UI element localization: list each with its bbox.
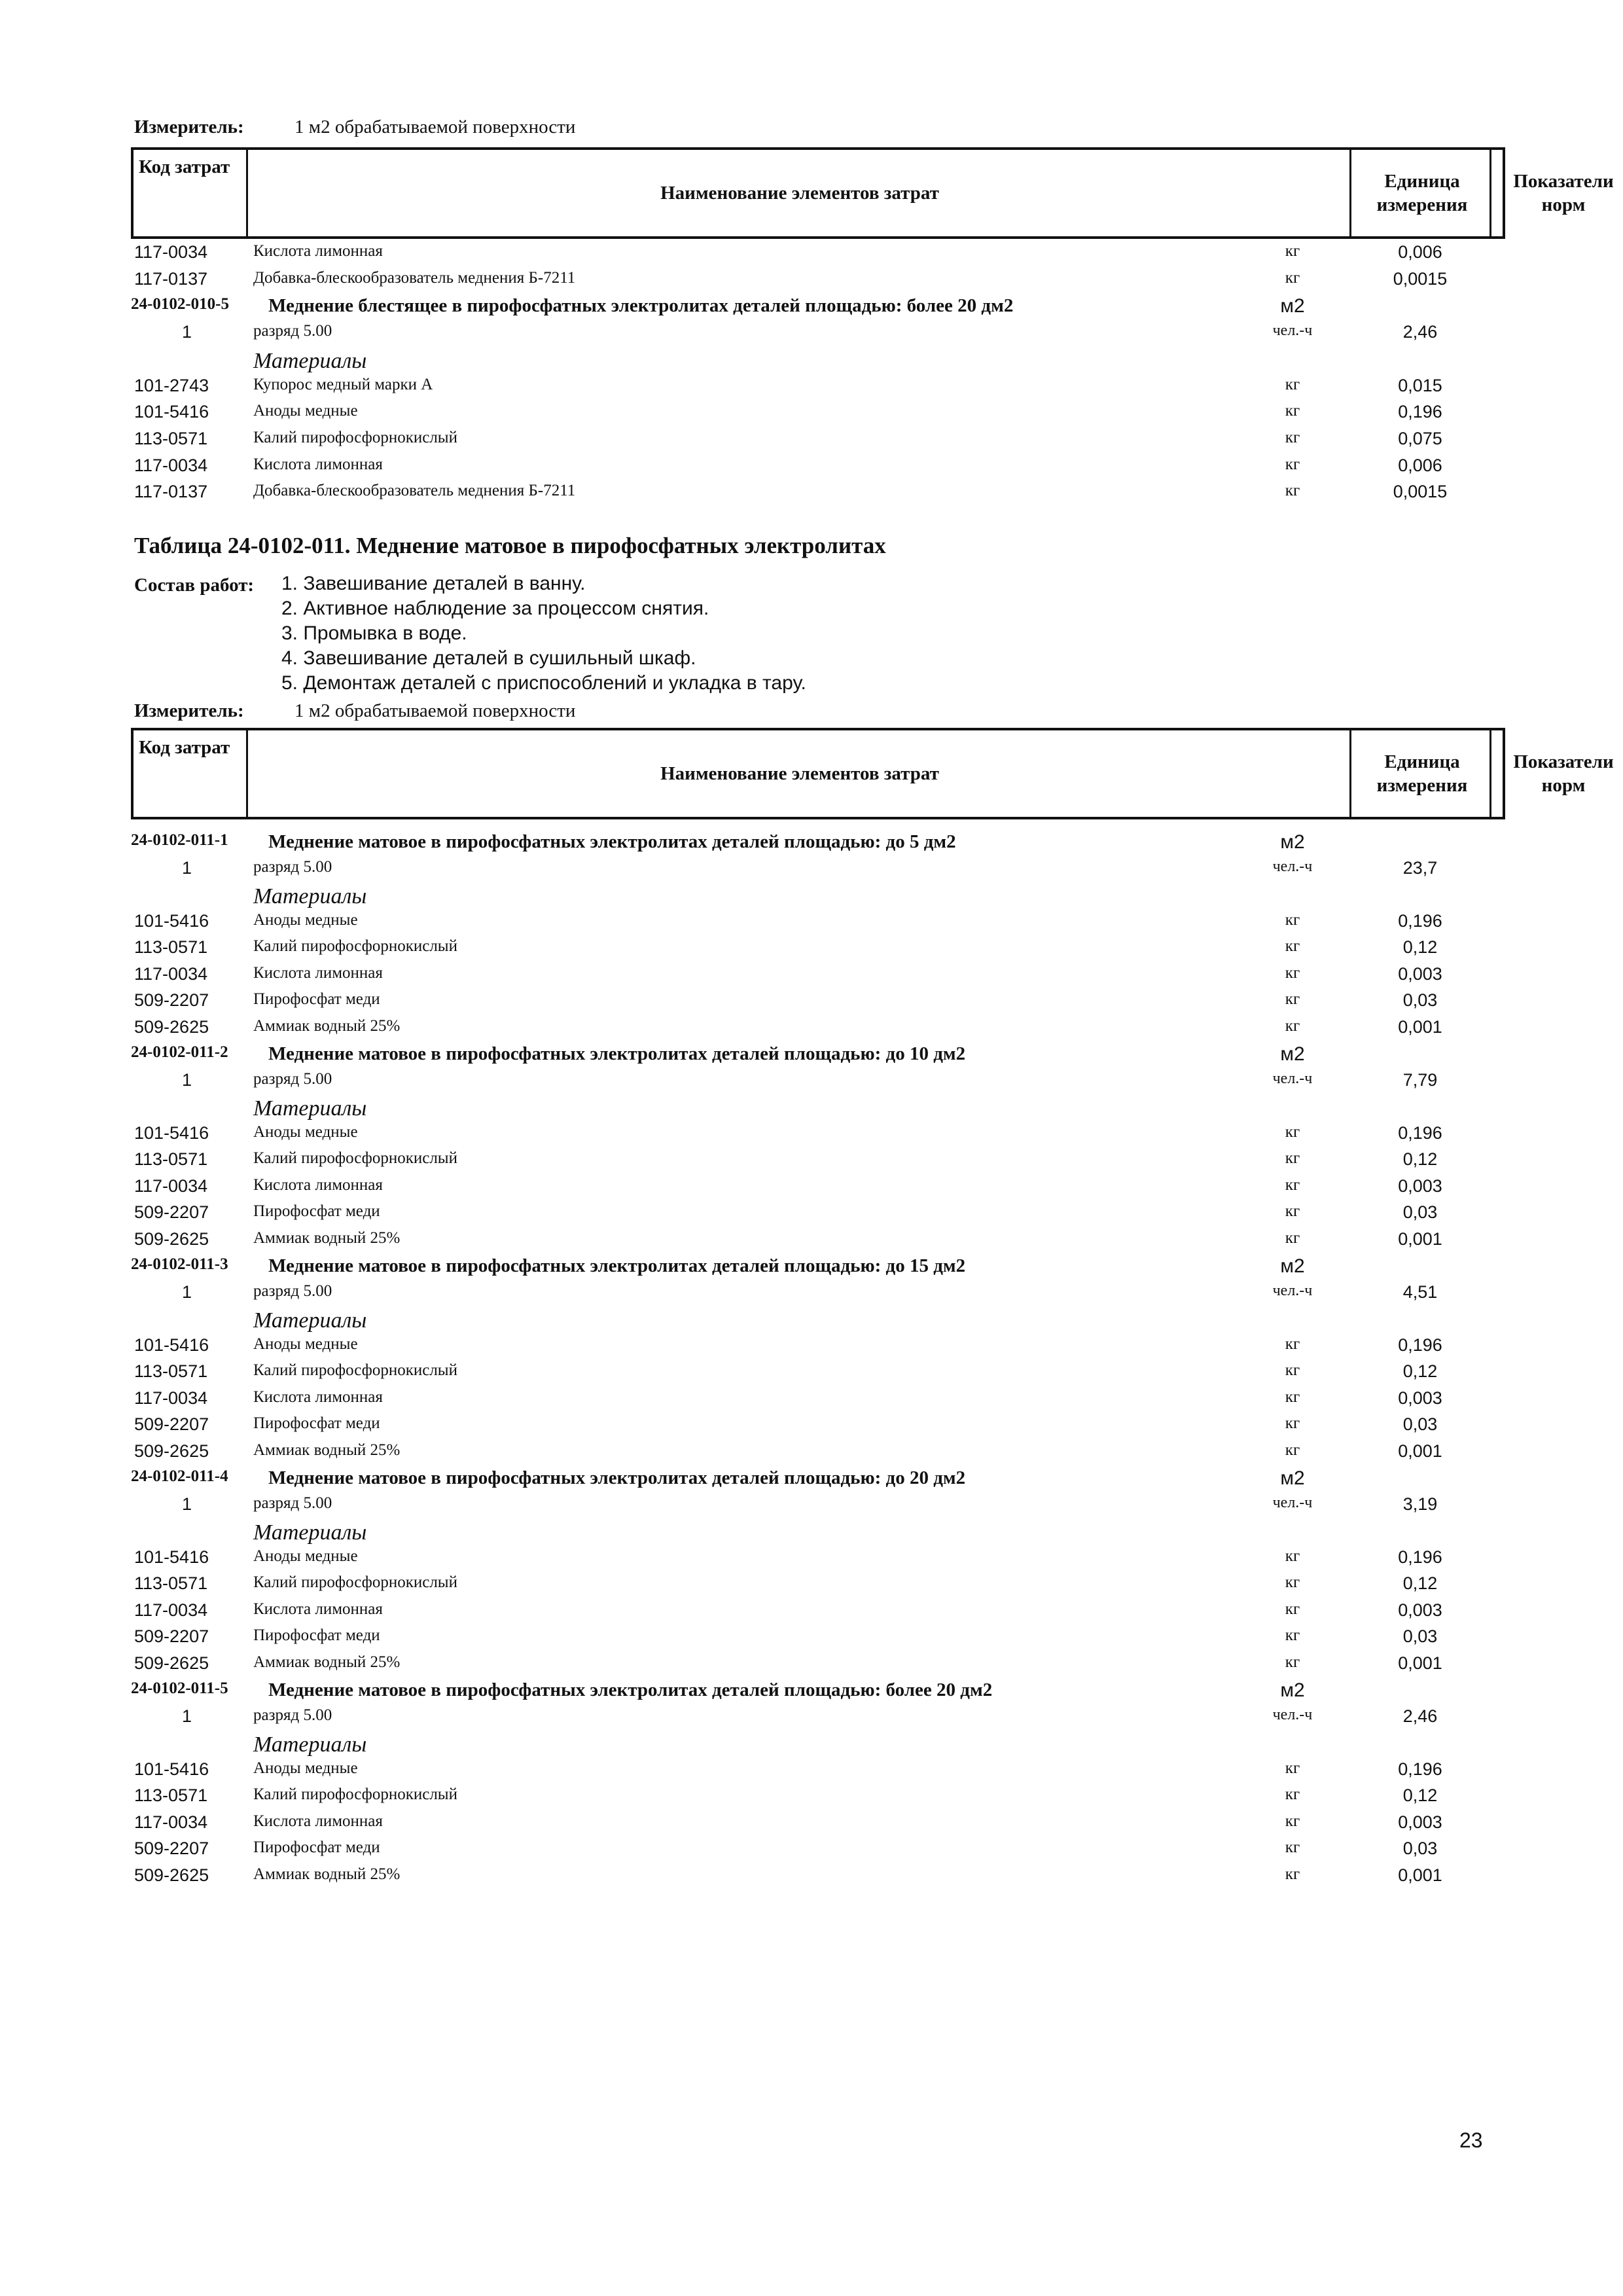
row-name: Добавка-блескообразователь меднения Б-7211 (253, 482, 576, 500)
row-value: 4,51 (1402, 1282, 1438, 1302)
row-unit: кг (1285, 1122, 1300, 1141)
row-unit: кг (1285, 428, 1300, 446)
materials-heading-row (0, 1732, 1623, 1759)
row-unit: кг (1285, 455, 1300, 473)
table-row (0, 402, 1623, 428)
table-row (0, 1573, 1623, 1600)
row-name: Материалы (253, 1096, 367, 1121)
measure-value: 1 м2 обрабатываемой поверхности (294, 700, 576, 721)
row-code: 113-0571 (134, 937, 208, 957)
row-name: Аммиак водный 25% (253, 1865, 401, 1883)
row-name: разряд 5.00 (253, 1069, 332, 1088)
table-row (0, 1759, 1623, 1785)
row-code: 509-2207 (134, 1839, 209, 1858)
col-header-unit: Единица измерения (1376, 171, 1468, 215)
row-unit: чел.-ч (1272, 1282, 1313, 1299)
row-unit: чел.-ч (1272, 1494, 1313, 1511)
row-unit: кг (1285, 1149, 1300, 1167)
row-name: Кислота лимонная (253, 1600, 383, 1618)
row-code: 101-5416 (134, 1547, 209, 1567)
col-header-code: Код затрат (139, 156, 230, 177)
row-value: 0,001 (1398, 1229, 1442, 1249)
table-row (0, 1070, 1623, 1096)
row-name: Меднение блестящее в пирофосфатных электролитах деталей площадью: более 20 дм2 (268, 295, 1014, 317)
table-row (0, 1017, 1623, 1043)
section-row (0, 1043, 1623, 1069)
row-name: Материалы (253, 1308, 367, 1333)
row-code: 101-5416 (134, 1335, 209, 1355)
row-name: Аммиак водный 25% (253, 1441, 401, 1459)
list-item: 2. Активное наблюдение за процессом снятия. (281, 598, 709, 619)
materials-heading-row (0, 349, 1623, 375)
row-code: 509-2625 (134, 1441, 209, 1461)
page-number: 23 (1459, 2128, 1483, 2152)
row-name: разряд 5.00 (253, 1706, 332, 1724)
table-row (0, 1149, 1623, 1175)
row-name: Кислота лимонная (253, 1175, 383, 1194)
row-unit: кг (1285, 1335, 1300, 1353)
row-unit: кг (1285, 937, 1300, 955)
table-row (0, 1441, 1623, 1467)
row-unit: кг (1285, 1414, 1300, 1432)
row-name: Аммиак водный 25% (253, 1653, 401, 1671)
row-name: Кислота лимонная (253, 1388, 383, 1406)
row-unit: кг (1285, 375, 1300, 393)
row-code: 117-0034 (134, 1812, 208, 1832)
row-code: 1 (182, 1282, 192, 1302)
row-code: 1 (182, 1706, 192, 1726)
row-name: Калий пирофосфорнокислый (253, 937, 457, 955)
table-row (0, 456, 1623, 482)
row-unit: кг (1285, 1441, 1300, 1459)
row-name: Добавка-блескообразователь меднения Б-7211 (253, 268, 576, 287)
row-name: Меднение матовое в пирофосфатных электролитах деталей площадью: до 10 дм2 (268, 1043, 966, 1064)
materials-heading-row (0, 1308, 1623, 1335)
row-unit: кг (1285, 1785, 1300, 1803)
row-value: 0,03 (1402, 1839, 1438, 1858)
row-code: 117-0137 (134, 268, 208, 289)
row-code: 24-0102-011-2 (131, 1043, 228, 1061)
row-code: 509-2625 (134, 1653, 209, 1673)
row-unit: кг (1285, 1016, 1300, 1035)
row-code: 101-5416 (134, 910, 209, 931)
row-code: 1 (182, 1494, 192, 1514)
table-row (0, 1229, 1623, 1255)
row-unit: кг (1285, 963, 1300, 982)
row-name: Меднение матовое в пирофосфатных электролитах деталей площадью: до 5 дм2 (268, 831, 956, 852)
row-value: 0,003 (1398, 1812, 1442, 1832)
row-unit: чел.-ч (1272, 857, 1313, 875)
ops-list (281, 571, 806, 696)
list-item: 3. Промывка в воде. (281, 622, 467, 644)
table-row (0, 1176, 1623, 1202)
table-row (0, 990, 1623, 1016)
row-unit: кг (1285, 1202, 1300, 1220)
row-code: 117-0034 (134, 242, 208, 262)
row-name: Аноды медные (253, 910, 358, 929)
row-unit: кг (1285, 1388, 1300, 1406)
row-value: 0,006 (1398, 455, 1442, 475)
row-name: Калий пирофосфорнокислый (253, 1573, 457, 1591)
list-item: 4. Завешивание деталей в сушильный шкаф. (281, 647, 696, 669)
row-name: Калий пирофосфорнокислый (253, 1361, 457, 1379)
row-unit: чел.-ч (1272, 1706, 1313, 1723)
measure-line-second (134, 700, 575, 722)
row-name: Меднение матовое в пирофосфатных электролитах деталей площадью: более 20 дм2 (268, 1679, 993, 1700)
row-unit: кг (1285, 1839, 1300, 1856)
row-value: 0,001 (1398, 1016, 1442, 1037)
row-name: Пирофосфат меди (253, 990, 380, 1008)
table-row (0, 937, 1623, 963)
row-unit: м2 (1280, 1467, 1305, 1489)
row-unit: кг (1285, 1653, 1300, 1671)
row-name: Кислота лимонная (253, 963, 383, 982)
row-code: 101-5416 (134, 1122, 209, 1143)
row-code: 117-0034 (134, 1175, 208, 1196)
row-name: Пирофосфат меди (253, 1839, 380, 1856)
col-header-norm: Показатели норм (1513, 751, 1614, 796)
row-name: Аноды медные (253, 1547, 358, 1565)
table-row (0, 911, 1623, 937)
row-code: 509-2207 (134, 1202, 209, 1222)
row-name: Материалы (253, 348, 367, 373)
measure-label: Измеритель: (134, 700, 244, 721)
row-code: 113-0571 (134, 428, 208, 448)
row-value: 0,196 (1398, 1335, 1442, 1355)
row-name: Аноды медные (253, 1759, 358, 1777)
row-name: Аноды медные (253, 1122, 358, 1141)
col-header-norm: Показатели норм (1513, 171, 1614, 215)
table-row (0, 858, 1623, 884)
row-code: 113-0571 (134, 1785, 208, 1805)
row-name: Калий пирофосфорнокислый (253, 1785, 457, 1803)
row-code: 113-0571 (134, 1361, 208, 1381)
row-code: 117-0137 (134, 482, 208, 502)
row-value: 0,0015 (1393, 268, 1448, 289)
row-value: 0,0015 (1393, 482, 1448, 502)
table-row (0, 1600, 1623, 1626)
row-code: 117-0034 (134, 455, 208, 475)
row-value: 0,196 (1398, 402, 1442, 422)
row-unit: кг (1285, 910, 1300, 929)
col-header-unit: Единица измерения (1376, 751, 1468, 796)
row-unit: кг (1285, 1600, 1300, 1618)
section-row (0, 831, 1623, 857)
row-code: 24-0102-011-1 (131, 831, 228, 849)
row-unit: кг (1285, 1573, 1300, 1591)
row-value: 0,003 (1398, 963, 1442, 984)
row-code: 24-0102-011-3 (131, 1255, 228, 1273)
table-header-second (131, 728, 1614, 819)
row-value: 0,196 (1398, 1759, 1442, 1779)
row-unit: кг (1285, 1865, 1300, 1883)
row-value: 0,03 (1402, 1414, 1438, 1434)
row-name: разряд 5.00 (253, 322, 332, 340)
table-row (0, 1282, 1623, 1308)
table-row (0, 1812, 1623, 1839)
row-unit: кг (1285, 1361, 1300, 1379)
row-name: Материалы (253, 1520, 367, 1545)
row-name: разряд 5.00 (253, 857, 332, 876)
section-row (0, 1679, 1623, 1706)
row-name: Кислота лимонная (253, 455, 383, 473)
row-unit: кг (1285, 268, 1300, 287)
col-header-code: Код затрат (139, 737, 230, 758)
section-row (0, 295, 1623, 321)
materials-heading-row (0, 884, 1623, 910)
row-value: 0,12 (1402, 1785, 1438, 1805)
row-name: Пирофосфат меди (253, 1414, 380, 1432)
measure-value: 1 м2 обрабатываемой поверхности (294, 117, 576, 137)
table-row (0, 1865, 1623, 1892)
row-code: 509-2207 (134, 990, 209, 1010)
table-row (0, 1653, 1623, 1679)
row-name: Аноды медные (253, 1335, 358, 1353)
row-code: 1 (182, 1069, 192, 1090)
ops-label: Состав работ: (134, 575, 255, 596)
list-item: 5. Демонтаж деталей с приспособлений и укладка в тару. (281, 672, 806, 694)
row-value: 0,196 (1398, 910, 1442, 931)
section-row (0, 1255, 1623, 1282)
row-name: разряд 5.00 (253, 1282, 332, 1300)
row-name: Материалы (253, 884, 367, 908)
row-code: 101-5416 (134, 1759, 209, 1779)
table-row (0, 1388, 1623, 1414)
table-row (0, 482, 1623, 508)
measure-line-top (134, 117, 575, 138)
row-unit: м2 (1280, 831, 1305, 853)
table-row (0, 1839, 1623, 1865)
col-header-name: Наименование элементов затрат (660, 762, 939, 784)
table-title: Таблица 24-0102-011. Меднение матовое в пирофосфатных электролитах (134, 533, 886, 558)
row-value: 0,015 (1398, 375, 1442, 395)
materials-heading-row (0, 1520, 1623, 1547)
row-unit: чел.-ч (1272, 1069, 1313, 1087)
row-code: 24-0102-011-5 (131, 1679, 228, 1697)
table-row (0, 1335, 1623, 1361)
table-row (0, 429, 1623, 455)
row-value: 23,7 (1402, 857, 1438, 878)
row-code: 24-0102-011-4 (131, 1467, 228, 1485)
row-unit: кг (1285, 990, 1300, 1008)
row-value: 0,006 (1398, 242, 1442, 262)
row-value: 0,001 (1398, 1441, 1442, 1461)
row-unit: кг (1285, 1812, 1300, 1830)
table-row (0, 376, 1623, 402)
row-unit: м2 (1280, 1043, 1305, 1065)
row-value: 2,46 (1402, 322, 1438, 342)
table-row (0, 1547, 1623, 1573)
row-unit: кг (1285, 482, 1300, 500)
table-row (0, 1626, 1623, 1653)
table-row (0, 1361, 1623, 1388)
row-unit: кг (1285, 402, 1300, 420)
row-value: 0,12 (1402, 937, 1438, 957)
row-name: Пирофосфат меди (253, 1202, 380, 1220)
row-value: 0,075 (1398, 428, 1442, 448)
row-unit: м2 (1280, 1255, 1305, 1277)
row-code: 1 (182, 857, 192, 878)
row-name: Калий пирофосфорнокислый (253, 1149, 457, 1167)
row-code: 117-0034 (134, 963, 208, 984)
row-unit: м2 (1280, 1679, 1305, 1701)
row-unit: кг (1285, 1547, 1300, 1565)
measure-label: Измеритель: (134, 117, 244, 137)
row-value: 3,19 (1402, 1494, 1438, 1514)
row-value: 0,001 (1398, 1865, 1442, 1885)
row-name: Пирофосфат меди (253, 1626, 380, 1644)
row-value: 0,001 (1398, 1653, 1442, 1673)
table-row (0, 322, 1623, 348)
table-header-top (131, 147, 1614, 239)
row-name: Аммиак водный 25% (253, 1016, 401, 1035)
table-row (0, 1202, 1623, 1229)
list-item: 1. Завешивание деталей в ванну. (281, 573, 586, 594)
row-code: 509-2207 (134, 1626, 209, 1646)
row-code: 117-0034 (134, 1600, 208, 1620)
row-code: 509-2207 (134, 1414, 209, 1434)
row-name: Аммиак водный 25% (253, 1229, 401, 1247)
row-unit: м2 (1280, 295, 1305, 317)
row-value: 0,12 (1402, 1573, 1438, 1593)
row-unit: кг (1285, 1229, 1300, 1247)
row-code: 113-0571 (134, 1573, 208, 1593)
row-value: 0,003 (1398, 1388, 1442, 1408)
row-value: 0,12 (1402, 1149, 1438, 1169)
row-unit: кг (1285, 1626, 1300, 1644)
row-value: 0,196 (1398, 1122, 1442, 1143)
table-row (0, 269, 1623, 295)
row-name: разряд 5.00 (253, 1494, 332, 1512)
row-name: Калий пирофосфорнокислый (253, 428, 457, 446)
row-unit: кг (1285, 242, 1300, 260)
row-name: Меднение матовое в пирофосфатных электролитах деталей площадью: до 20 дм2 (268, 1467, 966, 1488)
row-code: 509-2625 (134, 1865, 209, 1885)
row-value: 0,03 (1402, 990, 1438, 1010)
row-code: 509-2625 (134, 1229, 209, 1249)
row-name: Купорос медный марки А (253, 375, 433, 393)
row-value: 0,196 (1398, 1547, 1442, 1567)
row-value: 0,03 (1402, 1626, 1438, 1646)
row-unit: чел.-ч (1272, 322, 1313, 340)
table-row (0, 1123, 1623, 1149)
col-header-name: Наименование элементов затрат (660, 182, 939, 204)
section-row (0, 1467, 1623, 1494)
table-row (0, 1785, 1623, 1812)
row-name: Кислота лимонная (253, 242, 383, 260)
table-row (0, 1494, 1623, 1520)
row-name: Меднение матовое в пирофосфатных электролитах деталей площадью: до 15 дм2 (268, 1255, 966, 1276)
row-name: Материалы (253, 1732, 367, 1757)
row-code: 101-2743 (134, 375, 209, 395)
row-value: 0,003 (1398, 1600, 1442, 1620)
row-unit: кг (1285, 1759, 1300, 1777)
table-row (0, 1706, 1623, 1732)
row-value: 7,79 (1402, 1069, 1438, 1090)
row-code: 113-0571 (134, 1149, 208, 1169)
materials-heading-row (0, 1096, 1623, 1122)
row-code: 509-2625 (134, 1016, 209, 1037)
row-unit: кг (1285, 1175, 1300, 1194)
row-code: 24-0102-010-5 (131, 295, 229, 314)
table-row (0, 242, 1623, 268)
row-value: 0,12 (1402, 1361, 1438, 1381)
row-code: 117-0034 (134, 1388, 208, 1408)
row-code: 1 (182, 322, 192, 342)
table-row (0, 1414, 1623, 1441)
row-value: 0,03 (1402, 1202, 1438, 1222)
row-name: Кислота лимонная (253, 1812, 383, 1830)
row-name: Аноды медные (253, 402, 358, 420)
row-value: 2,46 (1402, 1706, 1438, 1726)
row-code: 101-5416 (134, 402, 209, 422)
table-row (0, 964, 1623, 990)
row-value: 0,003 (1398, 1175, 1442, 1196)
